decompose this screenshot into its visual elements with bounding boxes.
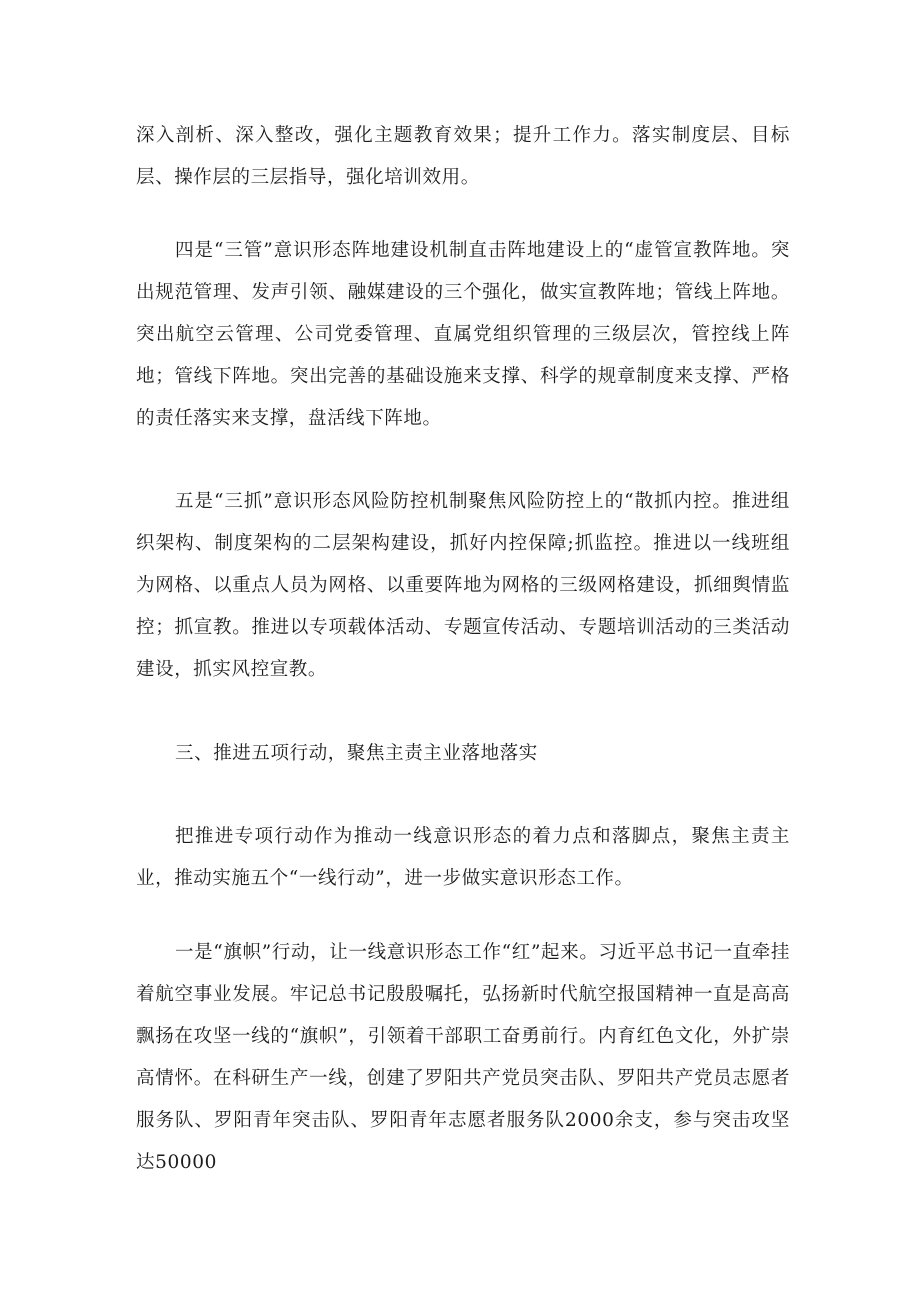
paragraph-three-management: 四是“三管”意识形态阵地建设机制直击阵地建设上的“虚管宣教阵地。突出规范管理、发声引领、融媒建设的三个强化，做实宣教阵地；管线上阵地。突出航空云管理、公司党委管理、直属党组织管理的三级层次，管控线上阵地；管线下阵地。突出完善的基础设施来支撑、科学的规章制度来支撑、严格的责任落实来支撑，盘活线下阵地。 [136,240,790,429]
paragraph-five-actions-intro: 把推进专项行动作为推动一线意识形态的着力点和落脚点，聚焦主责主业，推动实施五个“一线行动”，进一步做实意识形态工作。 [136,826,790,889]
paragraph-banner-action: 一是“旗帜”行动，让一线意识形态工作“红”起来。习近平总书记一直牵挂着航空事业发展。牢记总书记殷殷嘱托，弘扬新时代航空报国精神一直是高高飘扬在攻坚一线的“旗帜”，引领着干部职工奋勇前行。内育红色文化，外扩崇高情怀。在科研生产一线，创建了罗阳共产党员突击队、罗阳共产党员志愿者服务队、罗阳青年突击队、罗阳青年志愿者服务队2000余支，参与突击攻坚达50000 [136,942,790,1173]
paragraph-three-grasp: 五是“三抓”意识形态风险防控机制聚焦风险防控上的“散抓内控。推进组织架构、制度架构的二层架构建设，抓好内控保障;抓监控。推进以一线班组为网格、以重点人员为网格、以重要阵地为网格的三级网格建设，抓细舆情监控；抓宣教。推进以专项载体活动、专题宣传活动、专题培训活动的三类活动建设，抓实风控宣教。 [136,491,790,680]
section-heading: 三、推进五项行动，聚焦主责主业落地落实 [175,743,538,764]
paragraph-continuation: 深入剖析、深入整改，强化主题教育效果；提升工作力。落实制度层、目标层、操作层的三层指导，强化培训效用。 [136,125,790,188]
